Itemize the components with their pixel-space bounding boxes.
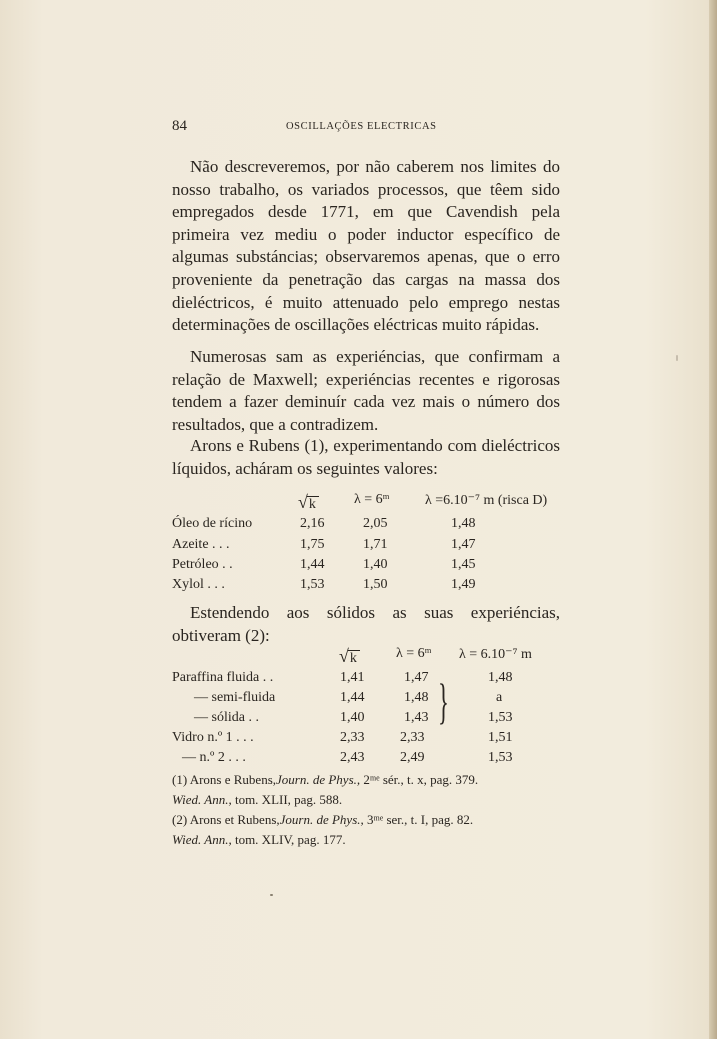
lambda-6-value: 1,71 [363, 537, 388, 552]
table-row [0, 670, 717, 690]
paper-speck [270, 894, 273, 896]
paragraph-1 [172, 156, 560, 337]
lambda-d-value: 1,47 [451, 537, 476, 552]
footnote-1-line-2: Wied. Ann., tom. XLII, pag. 588. [172, 792, 343, 807]
radical-sign: √ [298, 492, 308, 512]
paper-speck [676, 355, 678, 361]
substance-name: Paraffina fluida . . [172, 670, 274, 685]
page-number: 84 [172, 118, 187, 134]
lambda-d-value: 1,48 [451, 516, 476, 531]
lambda-6-value: 1,47 [404, 670, 429, 685]
lambda-6-value: 1,50 [363, 577, 388, 592]
sqrt-k-value: 1,75 [300, 537, 325, 552]
sqrt-k-value: 1,41 [340, 670, 365, 685]
paragraph-3 [172, 435, 560, 480]
paragraph-text: Estendendo aos sólidos as suas experiéncias, obtiveram (2): [172, 603, 560, 645]
substance-name: — semi-fluida [194, 690, 276, 705]
table-row [0, 577, 717, 597]
sqrt-k-header: √k [339, 646, 360, 667]
footnote-2-line-2: Wied. Ann., tom. XLIV, pag. 177. [172, 832, 346, 847]
substance-name: Azeite . . . [172, 537, 230, 552]
sqrt-k-value: 2,16 [300, 516, 325, 531]
lambda-6-value: 1,43 [404, 710, 429, 725]
lambda-d-header: λ =6.10⁻⁷ m (risca D) [425, 493, 548, 508]
lambda-d-value: 1,48 [488, 670, 513, 685]
table-liquids-header [0, 492, 717, 512]
table-solids-header [0, 646, 717, 666]
paragraph-text: Não descreveremos, por não caberem nos limites do nosso trabalho, os variados processos, que têem sido empregados desde 1771, em que Cavendish pela primeira vez mediu o poder inductor específico de algumas substáncias; observaremos apenas, que o erro proveniente da penetração das cargas na massa dos dieléctricos, é muito attenuado pelo emprego nestas determinações de oscillações eléctricas muito rápidas. [172, 157, 560, 335]
sqrt-k-value: 2,43 [340, 750, 365, 765]
lambda-6-value: 1,48 [404, 690, 429, 705]
lambda-d-value: 1,45 [451, 557, 476, 572]
footnote-2: (2) Arons et Rubens,Journ. de Phys., 3ᵐᵉ ser., t. I, pag. 82. [172, 812, 474, 827]
lambda-d-value: 1,51 [488, 730, 513, 745]
lambda-6-value: 2,05 [363, 516, 388, 531]
lambda-6-value: 2,49 [400, 750, 425, 765]
paragraph-text: Numerosas sam as experiéncias, que confirmam a relação de Maxwell; experiéncias recentes e rigorosas tendem a fazer deminuír cada vez mais o número dos resultados, que a contradizem. [172, 347, 560, 434]
radical-sign: √ [339, 646, 349, 666]
lambda-d-value: 1,49 [451, 577, 476, 592]
paragraph-2 [172, 346, 560, 436]
sqrt-k-header: √k [298, 492, 319, 513]
table-row [0, 537, 717, 557]
substance-name: Petróleo . . [172, 557, 233, 572]
table-row [0, 710, 717, 730]
lambda-6-value: 2,33 [400, 730, 425, 745]
substance-name: — n.º 2 . . . [182, 750, 246, 765]
footnote-1: (1) Arons e Rubens,Journ. de Phys., 2ᵐᵉ sér., t. x, pag. 379. [172, 772, 479, 787]
sqrt-k-value: 1,44 [300, 557, 325, 572]
substance-name: Óleo de rícino [172, 516, 253, 531]
table-row [0, 690, 717, 710]
running-title: OSCILLAÇÕES ELECTRICAS [286, 121, 437, 132]
table-row [0, 516, 717, 536]
table-row [0, 557, 717, 577]
substance-name: — sólida . . [194, 710, 259, 725]
sqrt-k-value: 1,40 [340, 710, 365, 725]
lambda-6-value: 1,40 [363, 557, 388, 572]
paragraph-text: Arons e Rubens (1), experimentando com dieléctricos líquidos, acháram os seguintes valores: [172, 436, 560, 478]
sqrt-k-value: 1,53 [300, 577, 325, 592]
sqrt-k-value: 2,33 [340, 730, 365, 745]
lambda-d-value: a [496, 690, 503, 705]
substance-name: Vidro n.º 1 . . . [172, 730, 254, 745]
table-row [0, 750, 717, 770]
lambda-d-value: 1,53 [488, 710, 513, 725]
sqrt-k-value: 1,44 [340, 690, 365, 705]
footnotes [172, 770, 572, 850]
lambda-6-header: λ = 6ᵐ [354, 492, 390, 507]
paragraph-4 [172, 602, 560, 647]
lambda-d-header: λ = 6.10⁻⁷ m [459, 647, 532, 662]
curly-brace: } [438, 673, 449, 729]
table-row [0, 730, 717, 750]
lambda-d-value: 1,53 [488, 750, 513, 765]
page-header [172, 118, 560, 138]
substance-name: Xylol . . . [172, 577, 225, 592]
lambda-6-header: λ = 6ᵐ [396, 646, 432, 661]
